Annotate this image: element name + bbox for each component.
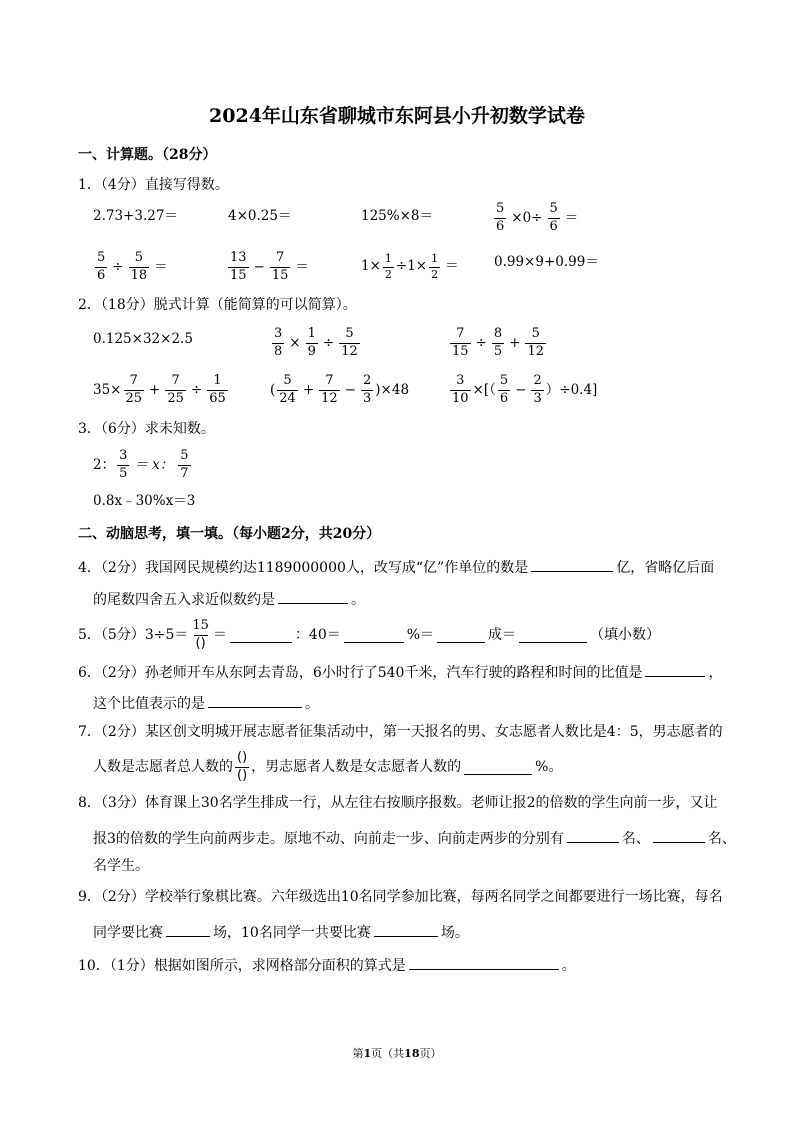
page-number: 1: [363, 1047, 372, 1060]
q2-expr-4: 35× $\frac{7}{25}$ + $\frac{7}{25}$ ÷ $\frac{1}{65}$: [93, 373, 226, 406]
fraction: $\frac{7}{25}$: [167, 373, 184, 406]
fraction: $\frac{5}{6}$: [97, 250, 106, 283]
q1-expr-6: $\frac{13}{15}$ − $\frac{7}{15}$ ＝: [230, 250, 309, 283]
q1-expr-5: $\frac{5}{6}$ ÷ $\frac{5}{18}$ ＝: [97, 250, 168, 283]
fraction: $\frac{7}{15}$: [271, 250, 289, 283]
answer-blank[interactable]: [645, 662, 705, 677]
q9-line-1: 9．（2分）学校举行象棋比赛。六年级选出10名同学参加比赛，每两名同学之间都要进行一场比赛，每名: [78, 889, 723, 905]
fraction: $\frac{1}{2}$: [431, 252, 439, 281]
q4-line-1: 4．（2分）我国网民规模约达1189000000人，改写成“亿”作单位的数是 亿，省略亿后面: [78, 557, 714, 575]
q8-line-1: 8．（3分）体育课上30名学生排成一行，从左往右按顺序报数。老师让报2的倍数的学生向前一步，又让: [78, 795, 718, 811]
answer-blank[interactable]: [166, 922, 210, 937]
fraction: $\frac{7}{25}$: [125, 373, 143, 406]
q1-expr-8: 0.99×9+0.99＝: [494, 254, 599, 270]
q1-expr-4: $\frac{5}{6}$ ×0÷ $\frac{5}{6}$ ＝: [496, 201, 579, 234]
q2-stem: 2．（18分）脱式计算（能简算的可以简算）。: [78, 297, 357, 313]
fraction: $\frac{7}{15}$: [452, 326, 469, 359]
fraction: $\frac{5}{6}$: [549, 201, 558, 234]
q7-line-2: 人数是志愿者总人数的 $\frac{()}{()}$ ，男志愿者人数是女志愿者人数的 %。: [93, 750, 563, 783]
q10-line-1: 10．（1分）根据如图所示，求网格部分面积的算式是 。: [78, 955, 576, 973]
q8-line-3: 名学生。: [93, 858, 149, 874]
fraction: $\frac{2}{3}$: [363, 373, 372, 406]
answer-blank[interactable]: [437, 628, 485, 643]
fraction: $\frac{5}{24}$: [279, 373, 296, 406]
q1-stem: 1．（4分）直接写得数。: [78, 177, 229, 193]
q3-stem: 3．（6分）求未知数。: [78, 421, 215, 437]
q3-eq-2: 0.8x﹣30%x＝3: [93, 493, 196, 509]
answer-blank[interactable]: [230, 628, 292, 643]
fraction: $\frac{5}{18}$: [130, 250, 148, 283]
answer-blank[interactable]: [344, 628, 404, 643]
fraction: $\frac{13}{15}$: [230, 250, 247, 283]
fraction: $\frac{5}{12}$: [527, 326, 544, 359]
fraction: $\frac{3}{5}$: [119, 448, 128, 481]
q2-expr-6: $\frac{3}{10}$ ×[（ $\frac{5}{6}$ − $\frac{2}{3}$ ）÷0.4]: [452, 373, 598, 406]
fraction: $\frac{1}{9}$: [307, 326, 316, 359]
fraction: $\frac{8}{5}$: [493, 326, 503, 359]
fraction: $\frac{3}{8}$: [274, 326, 283, 359]
q8-line-2: 报3的倍数的学生向前两步走。原地不动、向前走一步、向前走两步的分别有 名、 名、: [93, 828, 736, 846]
q1-expr-3: 125%×8＝: [361, 208, 433, 224]
answer-blank[interactable]: [653, 828, 705, 843]
q9-line-2: 同学要比赛 场，10名同学一共要比赛 场。: [93, 922, 469, 940]
q2-expr-5: ( $\frac{5}{24}$ + $\frac{7}{12}$ − $\frac{2}{3}$ )×48: [270, 373, 410, 406]
q7-line-1: 7．（2分）某区创文明城开展志愿者征集活动中，第一天报名的男、女志愿者人数比是4：5，男志愿者的: [78, 724, 723, 740]
answer-blank[interactable]: [567, 828, 619, 843]
fraction: $\frac{15}{()}$: [192, 618, 209, 651]
fraction: $\frac{2}{3}$: [533, 373, 542, 406]
q2-expr-2: $\frac{3}{8}$ × $\frac{1}{9}$ ÷ $\frac{5}{12}$: [274, 326, 358, 359]
fraction: $\frac{1}{65}$: [209, 373, 226, 406]
answer-blank[interactable]: [519, 628, 587, 643]
q1-expr-7: 1× $\frac{1}{2}$ ÷1× $\frac{1}{2}$ ＝: [361, 252, 459, 281]
q2-expr-3: $\frac{7}{15}$ ÷ $\frac{8}{5}$ + $\frac{5}{12}$: [452, 326, 544, 359]
fraction: $\frac{()}{()}$: [237, 750, 248, 783]
q4-line-2: 的尾数四舍五入求近似数约是 。: [93, 589, 365, 607]
q1-expr-1: 2.73+3.27＝: [93, 208, 178, 224]
answer-blank[interactable]: [208, 693, 302, 708]
page-title: 2024年山东省聊城市东阿县小升初数学试卷: [209, 105, 585, 127]
section-1-heading: 一、计算题。（28分）: [78, 147, 217, 163]
q2-expr-1: 0.125×32×2.5: [93, 331, 193, 347]
answer-blank[interactable]: [278, 589, 348, 604]
fraction: $\frac{5}{12}$: [341, 326, 358, 359]
fraction: $\frac{7}{12}$: [321, 373, 338, 406]
fraction: $\frac{1}{2}$: [384, 252, 392, 281]
page-total: 18: [404, 1047, 420, 1060]
q3-eq-1: 2： $\frac{3}{5}$ ＝ x： $\frac{5}{7}$: [93, 448, 189, 481]
q5-line: 5．（5分）3÷5＝ $\frac{15}{()}$ ＝ ：40＝ %＝ 成＝ （填小数）: [78, 618, 661, 651]
answer-blank[interactable]: [409, 955, 559, 970]
answer-blank[interactable]: [464, 760, 532, 775]
answer-blank[interactable]: [531, 557, 613, 572]
page-footer: 第1页（共18页）: [352, 1047, 442, 1060]
section-2-heading: 二、动脑思考，填一填。（每小题2分，共20分）: [78, 526, 381, 542]
fraction: $\frac{5}{6}$: [499, 373, 509, 406]
q1-expr-2: 4×0.25＝: [228, 208, 292, 224]
q6-line-1: 6．（2分）孙老师开车从东阿去青岛，6小时行了540千米，汽车行驶的路程和时间的比值是 ，: [78, 662, 722, 680]
fraction: $\frac{5}{7}$: [180, 448, 189, 481]
q6-line-2: 这个比值表示的是 。: [93, 693, 319, 711]
fraction: $\frac{3}{10}$: [452, 373, 469, 406]
fraction: $\frac{5}{6}$: [496, 201, 505, 234]
answer-blank[interactable]: [374, 922, 438, 937]
